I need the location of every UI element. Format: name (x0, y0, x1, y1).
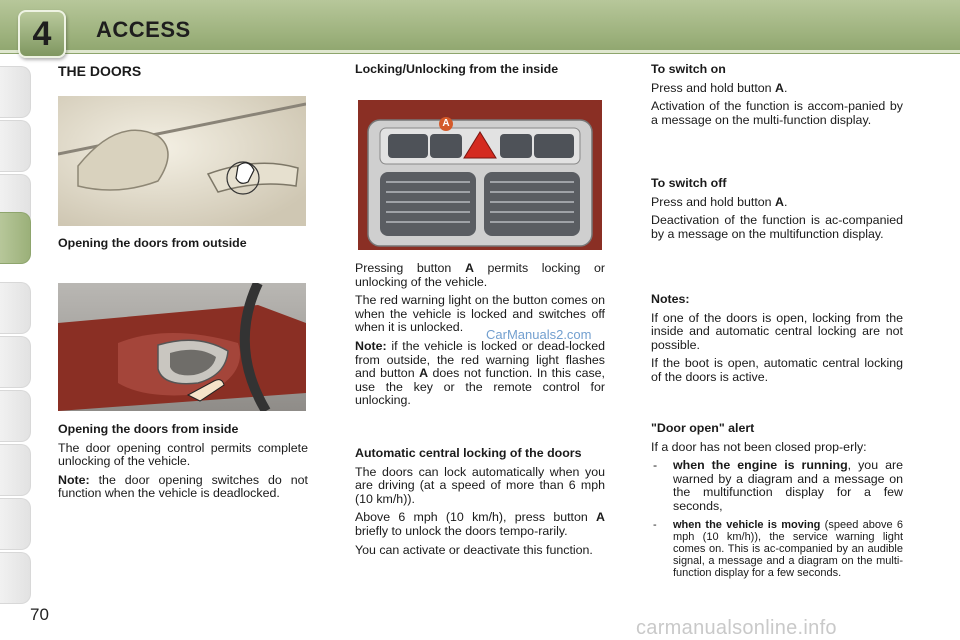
chapter-badge: 4 (18, 10, 66, 58)
auto-lock-paragraph-3: You can activate or deactivate this function. (355, 542, 593, 557)
switch-off-paragraph-2: Deactivation of the function is ac-companied by a message on the multifunction display. (651, 213, 903, 241)
door-open-alert-intro: If a door has not been closed prop-erly: (651, 439, 867, 454)
locking-note: Note: if the vehicle is locked or dead-locked from outside, the red warning light flashes and button A does not function. In this case, use the key or the remote control for unlocking. (355, 338, 605, 408)
watermark: carmanualsonline.info (636, 617, 837, 639)
dashboard-vent-image (358, 100, 602, 250)
note-paragraph (58, 474, 308, 501)
notes-paragraph-1: If one of the doors is open, locking from the inside and automatic central locking are not possible. (651, 310, 903, 352)
outside-heading: Opening the doors from outside (58, 236, 247, 250)
list-item: - when the engine is running, you are warned by a diagram and a message on the multifunction display for a few seconds, (651, 459, 903, 513)
door-open-alert-list (651, 459, 903, 579)
watermark-small: CarManuals2.com (486, 327, 592, 342)
header-divider (0, 50, 960, 53)
locking-paragraph-2: The red warning light on the button comes on when the vehicle is locked and switches off when it is unlocked. (355, 293, 605, 335)
notes-paragraph-2: If the boot is open, automatic central locking of the doors is active. (651, 356, 903, 384)
chapter-tab-8[interactable] (0, 444, 31, 496)
note-text: the door opening switches do not function when the vehicle is deadlocked. (58, 472, 308, 501)
switch-off-heading: To switch off (651, 176, 727, 190)
section-heading-doors: THE DOORS (58, 63, 142, 79)
notes-heading: Notes: (651, 292, 690, 306)
chapter-tab-7[interactable] (0, 390, 31, 442)
auto-lock-paragraph-1: The doors can lock automatically when you are driving (at a speed of more than 6 mph (10 km/h)). (355, 464, 605, 506)
chapter-tab-6[interactable] (0, 336, 31, 388)
switch-off-paragraph-1: Press and hold button A. (651, 194, 788, 209)
inside-heading: Opening the doors from inside (58, 422, 239, 436)
chapter-tab-5[interactable] (0, 282, 31, 334)
locking-heading: Locking/Unlocking from the inside (355, 62, 559, 76)
auto-lock-paragraph-2: Above 6 mph (10 km/h), press button A briefly to unlock the doors tempo-rarily. (355, 510, 605, 538)
button-a-callout: A (442, 118, 450, 129)
chapter-tab-2[interactable] (0, 120, 31, 172)
page-number: 70 (30, 605, 49, 624)
switch-on-heading: To switch on (651, 62, 726, 76)
chapter-tab-9[interactable] (0, 498, 31, 550)
note-label: Note: (58, 472, 90, 487)
exterior-door-handle-image (58, 96, 306, 226)
locking-paragraph-1: Pressing button A permits locking or unlocking of the vehicle. (355, 261, 605, 289)
interior-door-handle-image (58, 283, 306, 411)
page-title: ACCESS (96, 17, 191, 42)
chapter-tab-1[interactable] (0, 66, 31, 118)
switch-on-paragraph-2: Activation of the function is accom-panied by a message on the multi-function display. (651, 99, 903, 127)
door-open-alert-heading: "Door open" alert (651, 421, 755, 435)
chapter-tab-4-active[interactable] (0, 212, 31, 264)
auto-lock-heading: Automatic central locking of the doors (355, 446, 582, 460)
inside-paragraph: The door opening control permits complete unlocking of the vehicle. (58, 440, 308, 469)
list-item: - when the vehicle is moving (speed above 6 mph (10 km/h)), the service warning light comes on. This is ac-companied by an audible signal, a message and a diagram on the multi-function display for a few seconds. (651, 519, 903, 580)
chapter-tab-10[interactable] (0, 552, 31, 604)
switch-on-paragraph-1: Press and hold button A. (651, 80, 788, 95)
